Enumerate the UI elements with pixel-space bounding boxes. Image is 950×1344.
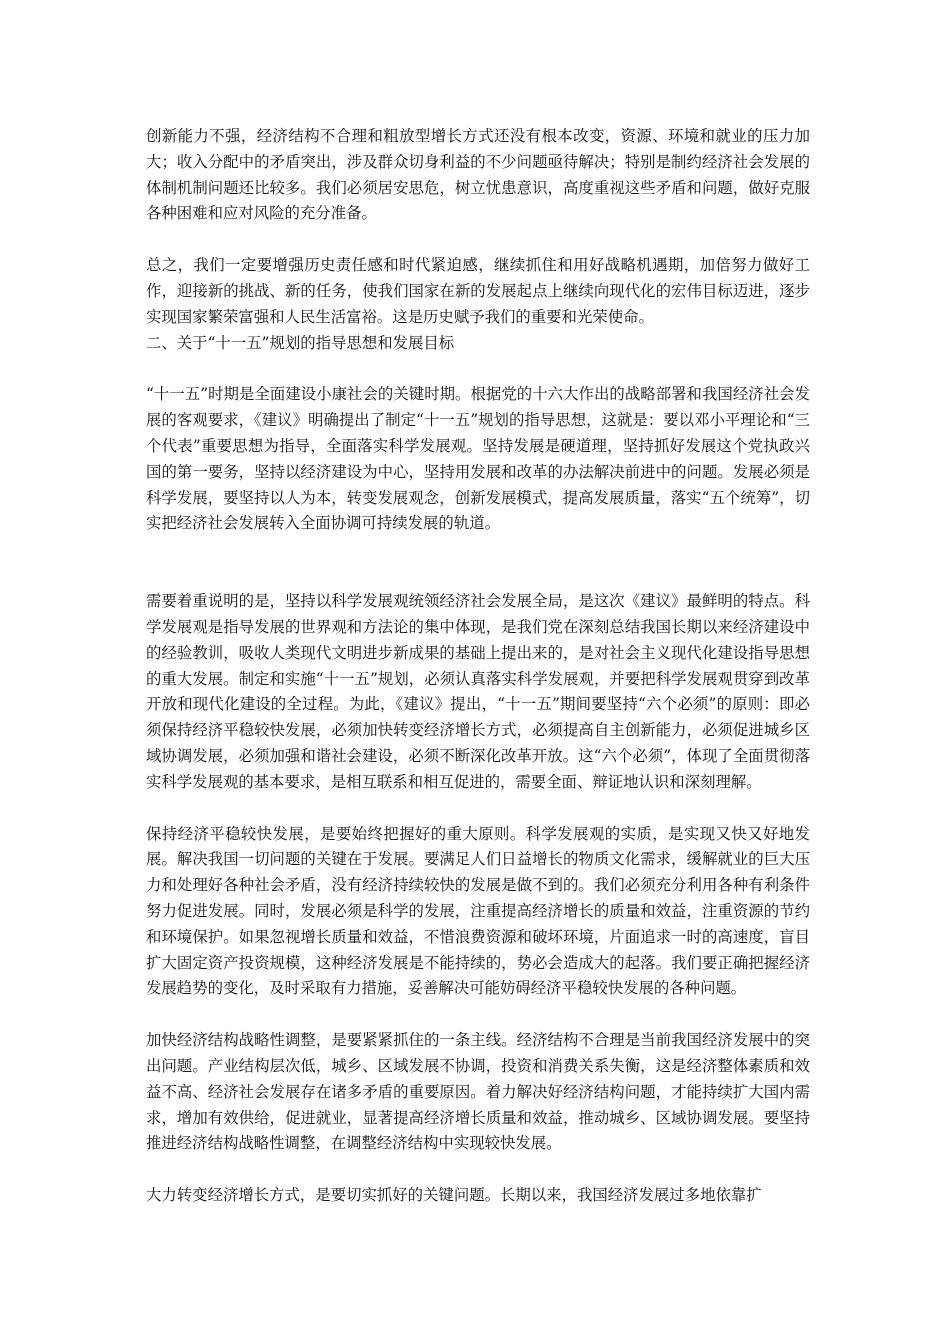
paragraph-6: 加快经济结构战略性调整，是要紧紧抓住的一条主线。经济结构不合理是当前我国经济发展中的突出问题。产业结构层次低，城乡、区域发展不协调，投资和消费关系失衡，这是经济整体素质和效益不高、经济社会发展存在诸多矛盾的重要原因。着力解决好经济结构问题，才能持续扩大国内需求，增加有效供给，促进就业，显著提高经济增长质量和效益，推动城乡、区域协调发展。要坚持推进经济结构战略性调整，在调整经济结构中实现较快发展。 bbox=[146, 1031, 810, 1153]
paragraph-spacer bbox=[146, 227, 810, 253]
paragraph-2: 总之，我们一定要增强历史责任感和时代紧迫感，继续抓住和用好战略机遇期，加倍努力做好工作，迎接新的挑战、新的任务，使我们国家在新的发展起点上继续向现代化的宏伟目标迈进，逐步实现国家繁荣富强和人民生活富裕。这是历史赋予我们的重要和光荣使命。 bbox=[146, 256, 810, 326]
paragraph-spacer bbox=[146, 1002, 810, 1028]
document-body bbox=[146, 124, 810, 1209]
paragraph-3: “十一五”时期是全面建设小康社会的关键时期。根据党的十六大作出的战略部署和我国经济社会发展的客观要求，《建议》明确提出了制定“十一五”规划的指导思想，这就是：要以邓小平理论和“三个代表”重要思想为指导，全面落实科学发展观。坚持发展是硬道理，坚持抓好发展这个党执政兴国的第一要务，坚持以经济建设为中心，坚持用发展和改革的办法解决前进中的问题。发展必须是科学发展，要坚持以人为本，转变发展观念，创新发展模式，提高发展质量，落实“五个统筹”，切实把经济社会发展转入全面协调可持续发展的轨道。 bbox=[146, 385, 810, 533]
paragraph-4: 需要着重说明的是，坚持以科学发展观统领经济社会发展全局，是这次《建议》最鲜明的特点。科学发展观是指导发展的世界观和方法论的集中体现，是我们党在深刻总结我国长期以来经济建设中的经验教训，吸收人类现代文明进步新成果的基础上提出来的，是对社会主义现代化建设指导思想的重大发展。制定和实施“十一五”规划，必须认真落实科学发展观，并要把科学发展观贯穿到改革开放和现代化建设的全过程。为此，《建议》提出，“十一五”期间要坚持“六个必须”的原则：即必须保持经济平稳较快发展，必须加快转变经济增长方式，必须提高自主创新能力，必须促进城乡区域协调发展，必须加强和谐社会建设，必须不断深化改革开放。这“六个必须”，体现了全面贯彻落实科学发展观的基本要求，是相互联系和相互促进的，需要全面、辩证地认识和深刻理解。 bbox=[146, 592, 810, 791]
paragraph-spacer bbox=[146, 1157, 810, 1183]
paragraph-5: 保持经济平稳较快发展，是要始终把握好的重大原则。科学发展观的实质，是实现又快又好地发展。解决我国一切问题的关键在于发展。要满足人们日益增长的物质文化需求，缓解就业的巨大压力和处理好各种社会矛盾，没有经济持续较快的发展是做不到的。我们必须充分利用各种有利条件努力促进发展。同时，发展必须是科学的发展，注重提高经济增长的质量和效益，注重资源的节约和环境保护。如果忽视增长质量和效益，不惜浪费资源和破坏环境，片面追求一时的高速度，盲目扩大固定资产投资规模，这种经济发展是不能持续的，势必会造成大的起落。我们要正确把握经济发展趋势的变化，及时采取有力措施，妥善解决可能妨碍经济平稳较快发展的各种问题。 bbox=[146, 824, 810, 998]
paragraph-spacer bbox=[146, 537, 810, 589]
paragraph-7: 大力转变经济增长方式，是要切实抓好的关键问题。长期以来，我国经济发展过多地依靠扩 bbox=[146, 1186, 762, 1205]
section-heading: 二、关于“十一五”规划的指导思想和发展目标 bbox=[146, 333, 455, 352]
paragraph-spacer bbox=[146, 356, 810, 382]
paragraph-1: 创新能力不强，经济结构不合理和粗放型增长方式还没有根本改变，资源、环境和就业的压力加大；收入分配中的矛盾突出，涉及群众切身利益的不少问题亟待解决；特别是制约经济社会发展的体制机制问题还比较多。我们必须居安思危，树立忧患意识，高度重视这些矛盾和问题，做好克服各种困难和应对风险的充分准备。 bbox=[146, 127, 810, 223]
paragraph-spacer bbox=[146, 796, 810, 822]
